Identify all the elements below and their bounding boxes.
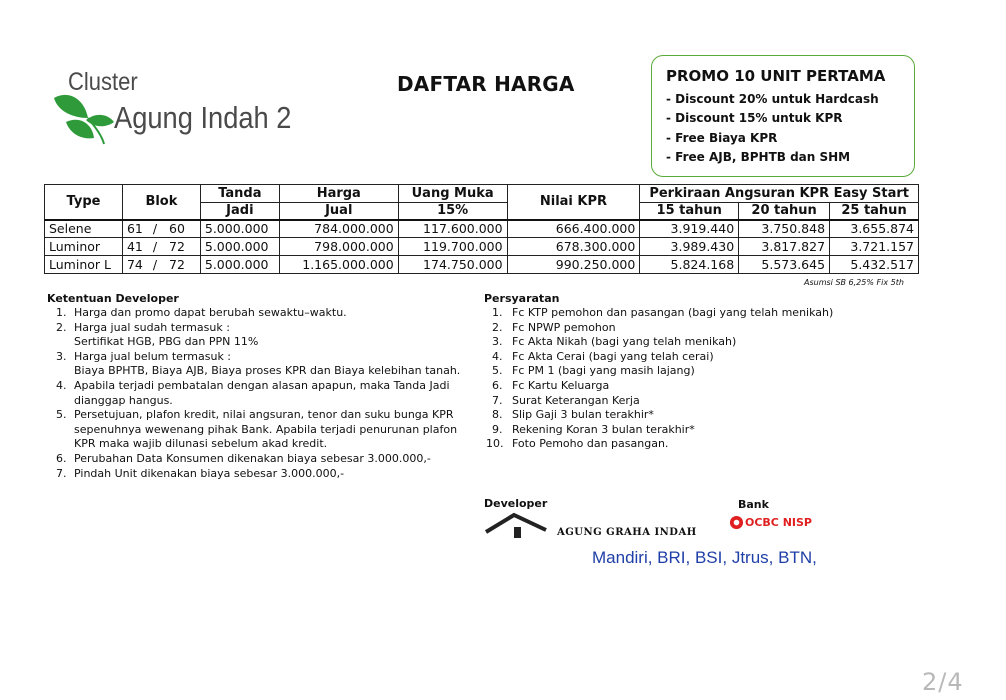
cell-25-tahun: 3.655.874 — [830, 220, 919, 238]
table-row — [45, 220, 919, 238]
developer-label: Developer — [484, 497, 548, 510]
item-text: Foto Pemoho dan pasangan. — [512, 437, 669, 451]
cell-tanda: 5.000.000 — [200, 256, 279, 274]
item-text: Harga dan promo dapat berubah sewaktu–waktu. — [74, 306, 347, 319]
price-table — [44, 184, 919, 274]
page-title: DAFTAR HARGA — [397, 72, 575, 96]
persyaratan-item — [492, 423, 872, 438]
promo-item: - Free AJB, BPHTB dan SHM — [666, 149, 851, 164]
header-harga: Harga — [279, 185, 398, 203]
persyaratan-item — [492, 408, 872, 423]
promo-item: - Discount 20% untuk Hardcash — [666, 92, 879, 106]
ketentuan-item — [56, 379, 476, 408]
item-number: 3. — [492, 335, 503, 349]
blok-sep: / — [152, 239, 158, 254]
header-harga-sub: Jual — [279, 203, 398, 220]
blok-b: 72 — [169, 239, 185, 254]
item-number: 1. — [492, 306, 503, 319]
cluster-logo — [48, 64, 308, 154]
logo-name-text: Agung Indah 2 — [114, 100, 292, 135]
item-text: sepenuhnya wewenang pihak Bank. Apabila terjadi penurunan plafon — [74, 422, 458, 436]
item-text: KPR maka wajib dilunasi sebelum akad kredit. — [74, 437, 328, 451]
promo-list — [666, 90, 914, 167]
cell-15-tahun: 5.824.168 — [640, 256, 739, 274]
blok-sep: / — [152, 221, 158, 237]
ketentuan-title: Ketentuan Developer — [47, 292, 179, 305]
cell-20-tahun: 3.750.848 — [739, 220, 830, 238]
header-nilai-kpr: Nilai KPR — [507, 185, 640, 220]
cell-uang-muka: 174.750.000 — [398, 256, 507, 274]
persyaratan-item — [486, 437, 872, 452]
asumsi-note: Asumsi SB 6,25% Fix 5th — [804, 278, 904, 287]
persyaratan-item — [492, 306, 872, 321]
cell-nilai-kpr: 666.400.000 — [507, 220, 640, 238]
persyaratan-item — [492, 335, 872, 350]
header-angsuran: Perkiraan Angsuran KPR Easy Start — [640, 185, 919, 203]
persyaratan-item — [492, 394, 872, 409]
item-text: Pindah Unit dikenakan biaya sebesar 3.000.000,- — [74, 466, 345, 480]
ketentuan-item — [56, 467, 476, 482]
cell-harga: 784.000.000 — [279, 220, 398, 238]
developer-logo-icon — [484, 512, 548, 540]
cell-tanda: 5.000.000 — [200, 220, 279, 238]
cell-blok — [122, 238, 200, 256]
item-text: Rekening Koran 3 bulan terakhir* — [512, 422, 695, 436]
item-number: 4. — [56, 378, 67, 392]
item-number: 5. — [492, 364, 503, 378]
item-number: 10. — [486, 437, 504, 451]
item-text: dianggap hangus. — [74, 393, 173, 407]
cell-type: Luminor — [45, 238, 123, 256]
bank-list: Mandiri, BRI, BSI, Jtrus, BTN, — [592, 548, 817, 567]
table-row — [45, 256, 919, 274]
header-20-tahun: 20 tahun — [739, 203, 830, 220]
item-number: 6. — [56, 451, 67, 465]
item-number: 6. — [492, 378, 503, 392]
leaf-icon — [48, 88, 116, 148]
item-number: 5. — [56, 408, 67, 422]
header-uang-muka-sub: 15% — [398, 203, 507, 220]
item-text: Sertifikat HGB, PBG dan PPN 11% — [74, 335, 259, 349]
persyaratan-item — [492, 321, 872, 336]
header-tanda-sub: Jadi — [200, 203, 279, 220]
header-25-tahun: 25 tahun — [830, 203, 919, 220]
item-text: Fc PM 1 (bagi yang masih lajang) — [512, 364, 695, 378]
item-text: Fc Akta Nikah (bagi yang telah menikah) — [512, 335, 737, 349]
persyaratan-item — [492, 364, 872, 379]
item-text: Persetujuan, plafon kredit, nilai angsuran, tenor dan suku bunga KPR — [74, 408, 454, 422]
cell-nilai-kpr: 678.300.000 — [507, 238, 640, 256]
item-text: Harga jual belum termasuk : — [74, 349, 232, 363]
item-text: Biaya BPHTB, Biaya AJB, Biaya proses KPR dan Biaya kelebihan tanah. — [74, 364, 461, 378]
header-15-tahun: 15 tahun — [640, 203, 739, 220]
item-text: Fc Kartu Keluarga — [512, 378, 610, 392]
item-number: 1. — [56, 306, 67, 319]
cell-20-tahun: 3.817.827 — [739, 238, 830, 256]
item-text: Fc Akta Cerai (bagi yang telah cerai) — [512, 349, 714, 363]
header-uang-muka: Uang Muka — [398, 185, 507, 203]
ketentuan-item — [56, 335, 476, 350]
cell-type: Selene — [45, 220, 123, 238]
promo-item: - Free Biaya KPR — [666, 130, 778, 145]
persyaratan-title: Persyaratan — [484, 292, 560, 305]
ocbc-logo-icon — [729, 515, 744, 530]
cell-nilai-kpr: 990.250.000 — [507, 256, 640, 274]
persyaratan-item — [492, 379, 872, 394]
item-text: Harga jual sudah termasuk : — [74, 320, 230, 334]
developer-name: AGUNG GRAHA INDAH — [557, 527, 697, 538]
cell-type: Luminor L — [45, 256, 123, 274]
item-text: Apabila terjadi pembatalan dengan alasan apapun, maka Tanda Jadi — [74, 378, 450, 392]
item-number: 7. — [56, 466, 67, 480]
cell-uang-muka: 119.700.000 — [398, 238, 507, 256]
cell-20-tahun: 5.573.645 — [739, 256, 830, 274]
item-text: Surat Keterangan Kerja — [512, 393, 640, 407]
item-number: 2. — [56, 320, 67, 334]
promo-title: PROMO 10 UNIT PERTAMA — [666, 67, 886, 85]
blok-sep: / — [152, 257, 158, 272]
table-row — [45, 238, 919, 256]
item-text: Slip Gaji 3 bulan terakhir* — [512, 408, 654, 422]
ketentuan-item — [56, 350, 476, 365]
persyaratan-item — [492, 350, 872, 365]
ocbc-logo-text: OCBC NISP — [745, 516, 812, 529]
cell-harga: 1.165.000.000 — [279, 256, 398, 274]
cell-blok — [122, 220, 200, 238]
cell-blok — [122, 256, 200, 274]
ketentuan-item — [56, 321, 476, 336]
cell-25-tahun: 5.432.517 — [830, 256, 919, 274]
bank-label: Bank — [738, 498, 769, 511]
blok-b: 72 — [169, 257, 185, 272]
header-type: Type — [45, 185, 123, 220]
item-number: 4. — [492, 349, 503, 363]
promo-item: - Discount 15% untuk KPR — [666, 111, 843, 126]
ketentuan-list — [56, 306, 476, 481]
blok-a: 41 — [126, 239, 143, 254]
page-indicator: 2/4 — [922, 668, 964, 696]
item-number: 7. — [492, 393, 503, 407]
ketentuan-item — [56, 306, 476, 321]
persyaratan-list — [486, 306, 872, 452]
promo-box — [651, 55, 915, 177]
item-text: Perubahan Data Konsumen dikenakan biaya sebesar 3.000.000,- — [74, 451, 431, 465]
cell-harga: 798.000.000 — [279, 238, 398, 256]
cell-25-tahun: 3.721.157 — [830, 238, 919, 256]
item-text: Fc KTP pemohon dan pasangan (bagi yang telah menikah) — [512, 306, 834, 319]
logo-cluster-text: Cluster — [68, 68, 138, 96]
ketentuan-item — [56, 408, 476, 452]
item-number: 3. — [56, 349, 67, 363]
blok-a: 61 — [126, 221, 143, 237]
blok-a: 74 — [126, 257, 143, 272]
item-text: Fc NPWP pemohon — [512, 320, 616, 334]
cell-15-tahun: 3.919.440 — [640, 220, 739, 238]
cell-uang-muka: 117.600.000 — [398, 220, 507, 238]
ketentuan-item — [56, 452, 476, 467]
header-blok: Blok — [122, 185, 200, 220]
header-tanda: Tanda — [200, 185, 279, 203]
item-number: 8. — [492, 408, 503, 422]
ketentuan-item — [56, 364, 476, 379]
cell-15-tahun: 3.989.430 — [640, 238, 739, 256]
blok-b: 60 — [169, 221, 185, 237]
item-number: 2. — [492, 320, 503, 334]
cell-tanda: 5.000.000 — [200, 238, 279, 256]
item-number: 9. — [492, 422, 503, 436]
